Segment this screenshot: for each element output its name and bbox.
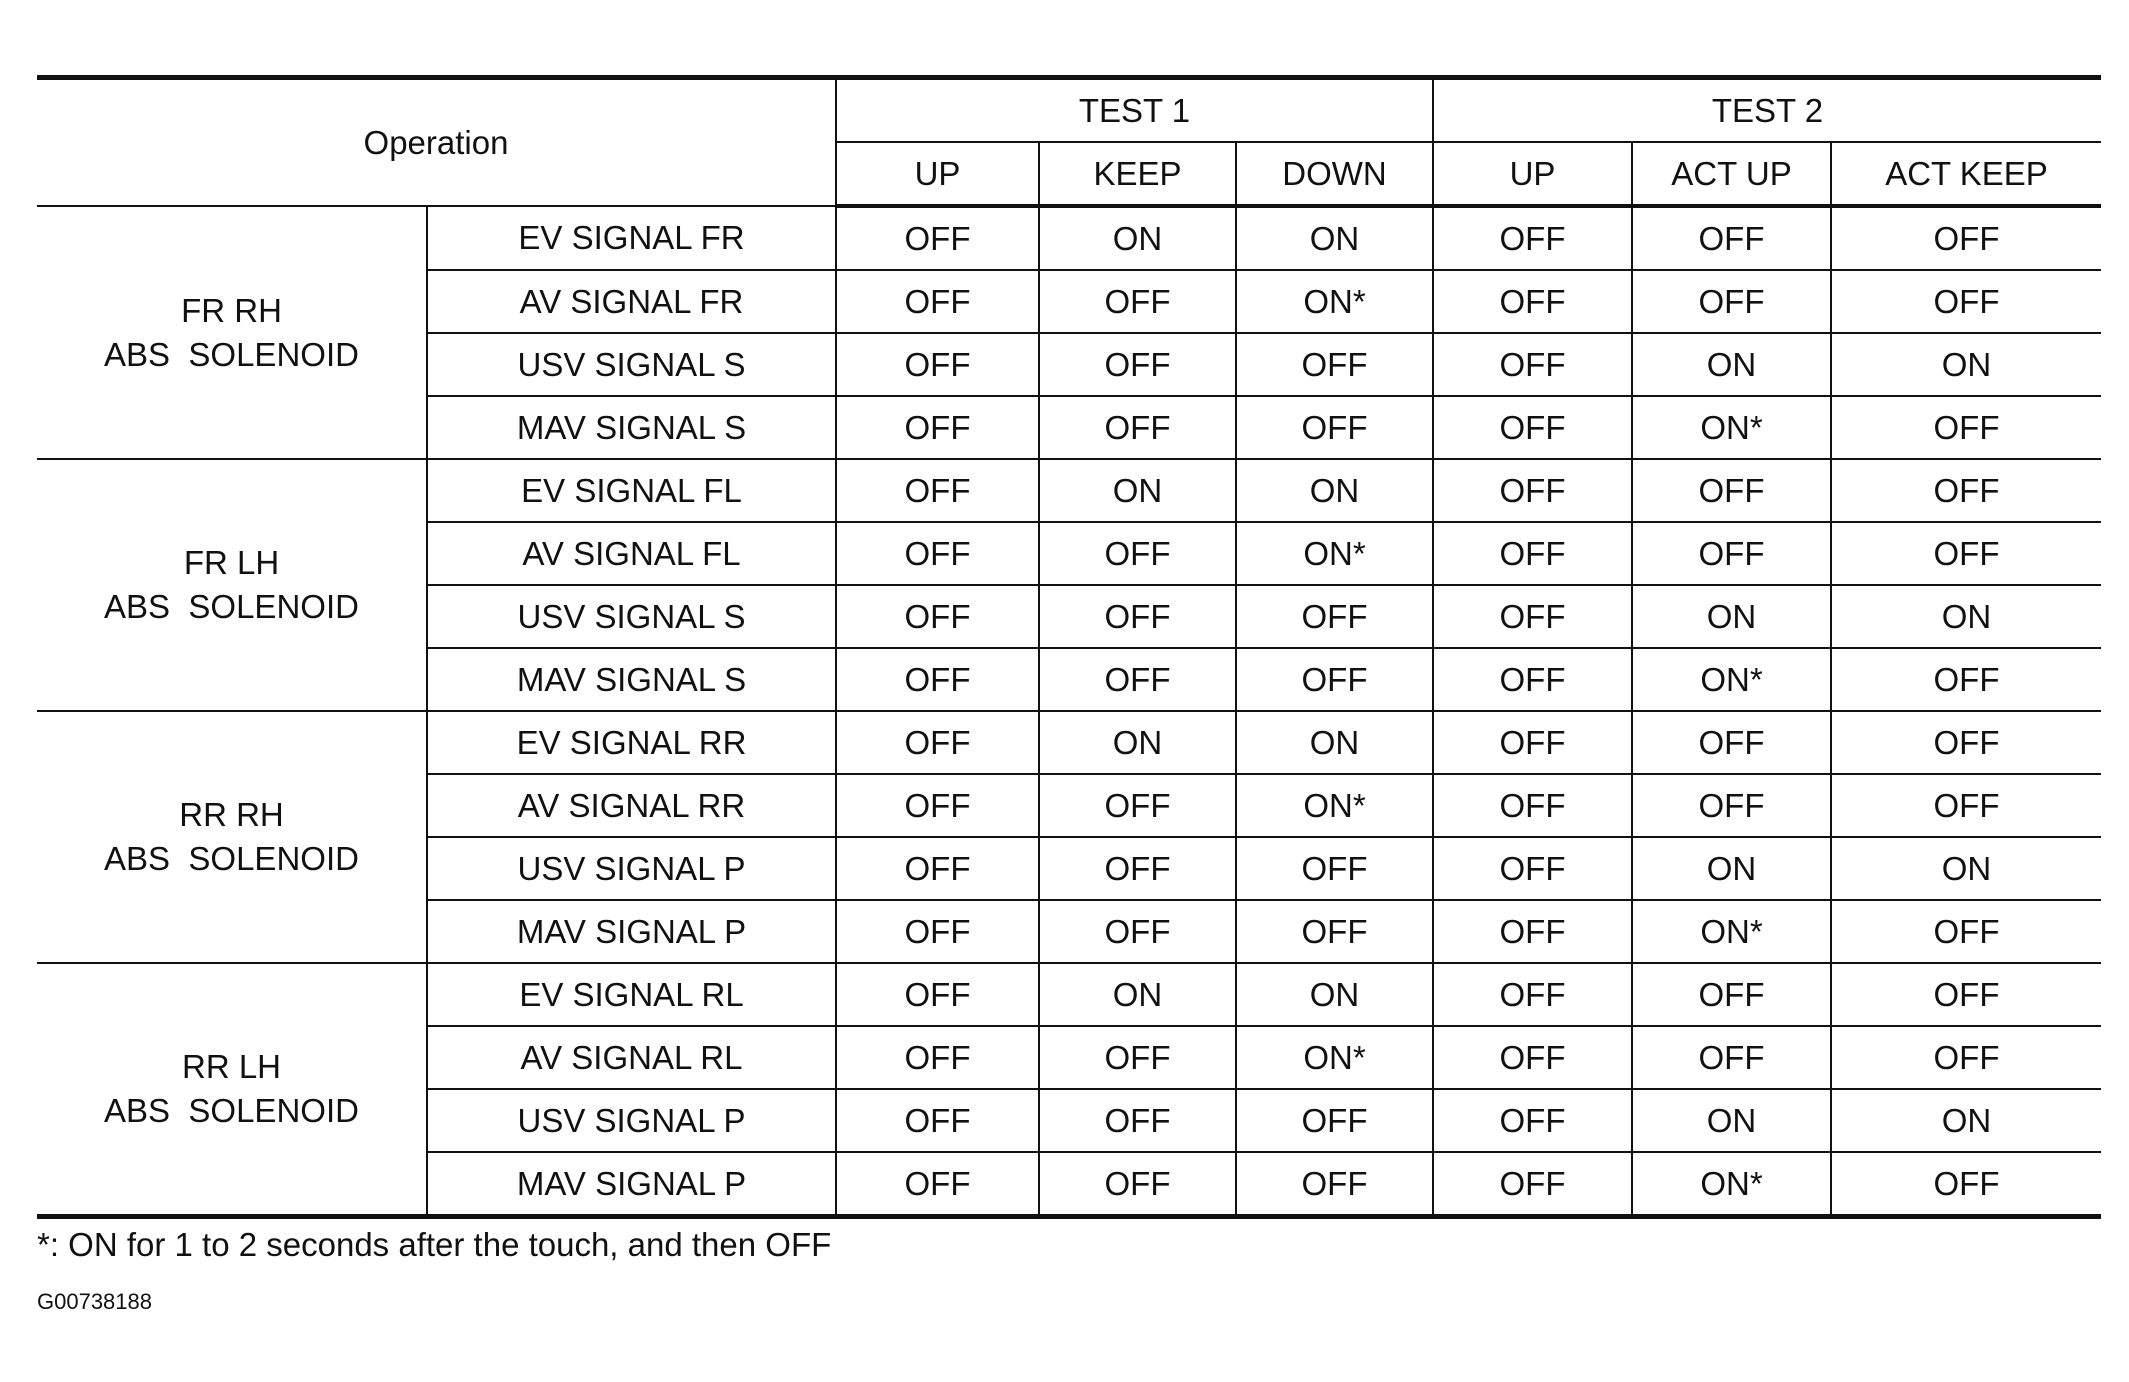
state-cell: OFF [1433, 963, 1632, 1026]
signal-name-cell: EV SIGNAL RR [427, 711, 836, 774]
signal-name-cell: MAV SIGNAL P [427, 900, 836, 963]
state-cell: OFF [1831, 774, 2101, 837]
state-cell: OFF [836, 711, 1039, 774]
state-cell: OFF [1433, 270, 1632, 333]
state-cell: OFF [1039, 270, 1236, 333]
state-cell: OFF [1632, 711, 1831, 774]
state-cell: ON [1039, 711, 1236, 774]
state-cell: OFF [1433, 711, 1632, 774]
header-row-tests [37, 78, 2101, 143]
state-cell: OFF [1236, 837, 1433, 900]
state-cell: OFF [1433, 900, 1632, 963]
state-cell: OFF [1433, 396, 1632, 459]
solenoid-group-name: FR LH [183, 544, 280, 581]
state-cell: OFF [1632, 963, 1831, 1026]
solenoid-group-name: RR LH [181, 1048, 282, 1085]
state-cell: OFF [836, 396, 1039, 459]
state-cell: OFF [1236, 648, 1433, 711]
state-cell: OFF [1831, 1152, 2101, 1217]
state-cell: ON [1039, 963, 1236, 1026]
signal-name-cell: MAV SIGNAL P [427, 1152, 836, 1217]
state-cell: OFF [1632, 1026, 1831, 1089]
state-cell: ON [1632, 585, 1831, 648]
test-1-up-header: UP [836, 142, 1039, 206]
test-2-header: TEST 2 [1433, 78, 2101, 143]
state-cell: OFF [836, 900, 1039, 963]
state-cell: ON [1039, 206, 1236, 270]
state-cell: OFF [1831, 963, 2101, 1026]
state-cell: OFF [1039, 900, 1236, 963]
state-cell: ON* [1236, 270, 1433, 333]
solenoid-group-label [37, 963, 427, 1217]
table-row [37, 963, 2101, 1026]
state-cell: OFF [1831, 459, 2101, 522]
state-cell: ON* [1632, 900, 1831, 963]
state-cell: ON [1831, 585, 2101, 648]
state-cell: ON [1236, 206, 1433, 270]
state-cell: OFF [836, 837, 1039, 900]
solenoid-operation-table [37, 75, 2101, 1219]
state-cell: OFF [1236, 333, 1433, 396]
signal-name-cell: USV SIGNAL P [427, 1089, 836, 1152]
state-cell: OFF [1039, 522, 1236, 585]
solenoid-group-label [37, 206, 427, 459]
figure-id: G00738188 [37, 1289, 152, 1314]
state-cell: OFF [1433, 522, 1632, 585]
state-cell: OFF [836, 206, 1039, 270]
table-row [37, 711, 2101, 774]
state-cell: OFF [1433, 837, 1632, 900]
test-2-up-header: UP [1433, 142, 1632, 206]
state-cell: OFF [1039, 1089, 1236, 1152]
state-cell: ON [1831, 837, 2101, 900]
state-cell: OFF [1831, 522, 2101, 585]
state-cell: OFF [836, 522, 1039, 585]
state-cell: OFF [1236, 585, 1433, 648]
state-cell: OFF [836, 963, 1039, 1026]
solenoid-group-type: ABS SOLENOID [104, 335, 359, 373]
state-cell: ON* [1236, 522, 1433, 585]
signal-name-cell: EV SIGNAL FL [427, 459, 836, 522]
solenoid-operation-table-document [37, 75, 2101, 1219]
signal-name-cell: AV SIGNAL RR [427, 774, 836, 837]
state-cell: ON [1236, 459, 1433, 522]
state-cell: OFF [1039, 1152, 1236, 1217]
state-cell: ON [1039, 459, 1236, 522]
table-row [37, 459, 2101, 522]
signal-name-cell: USV SIGNAL S [427, 333, 836, 396]
signal-name-cell: EV SIGNAL FR [427, 206, 836, 270]
state-cell: OFF [1039, 837, 1236, 900]
solenoid-group-name: RR RH [179, 796, 284, 833]
solenoid-group-label [37, 711, 427, 963]
state-cell: OFF [1039, 648, 1236, 711]
test-1-down-header: DOWN [1236, 142, 1433, 206]
state-cell: ON [1831, 333, 2101, 396]
solenoid-group-label [37, 459, 427, 711]
state-cell: OFF [1236, 1089, 1433, 1152]
footnote: *: ON for 1 to 2 seconds after the touch, and then OFF [37, 1226, 832, 1263]
solenoid-group-type: ABS SOLENOID [104, 1092, 359, 1129]
state-cell: OFF [1632, 459, 1831, 522]
state-cell: OFF [1236, 1152, 1433, 1217]
state-cell: OFF [1831, 1026, 2101, 1089]
signal-name-cell: AV SIGNAL FR [427, 270, 836, 333]
state-cell: OFF [1039, 396, 1236, 459]
state-cell: OFF [1236, 396, 1433, 459]
state-cell: OFF [1039, 1026, 1236, 1089]
state-cell: ON* [1236, 1026, 1433, 1089]
state-cell: OFF [1433, 1152, 1632, 1217]
state-cell: OFF [836, 774, 1039, 837]
state-cell: ON [1632, 1089, 1831, 1152]
state-cell: OFF [1831, 648, 2101, 711]
state-cell: ON* [1632, 1152, 1831, 1217]
state-cell: OFF [836, 1089, 1039, 1152]
state-cell: OFF [1039, 774, 1236, 837]
state-cell: OFF [836, 333, 1039, 396]
state-cell: ON [1632, 837, 1831, 900]
operation-header: Operation [37, 78, 836, 207]
table-row [37, 206, 2101, 270]
signal-name-cell: MAV SIGNAL S [427, 396, 836, 459]
state-cell: OFF [836, 459, 1039, 522]
state-cell: OFF [836, 270, 1039, 333]
signal-name-cell: USV SIGNAL S [427, 585, 836, 648]
signal-name-cell: AV SIGNAL RL [427, 1026, 836, 1089]
state-cell: OFF [1632, 522, 1831, 585]
state-cell: OFF [836, 585, 1039, 648]
state-cell: ON [1236, 711, 1433, 774]
solenoid-group-name: FR RH [181, 291, 282, 329]
solenoid-group-type: ABS SOLENOID [104, 840, 359, 877]
table-body [37, 206, 2101, 1217]
test-1-keep-header: KEEP [1039, 142, 1236, 206]
state-cell: OFF [1433, 1026, 1632, 1089]
test-2-act-keep-header: ACT KEEP [1831, 142, 2101, 206]
test-1-header: TEST 1 [836, 78, 1433, 143]
state-cell: ON* [1632, 648, 1831, 711]
state-cell: OFF [1433, 585, 1632, 648]
state-cell: OFF [836, 1026, 1039, 1089]
state-cell: OFF [1433, 459, 1632, 522]
state-cell: OFF [1831, 396, 2101, 459]
signal-name-cell: EV SIGNAL RL [427, 963, 836, 1026]
state-cell: OFF [836, 1152, 1039, 1217]
state-cell: OFF [1831, 900, 2101, 963]
test-2-act-up-header: ACT UP [1632, 142, 1831, 206]
solenoid-group-type: ABS SOLENOID [104, 588, 359, 625]
state-cell: ON [1831, 1089, 2101, 1152]
state-cell: OFF [1831, 206, 2101, 270]
state-cell: OFF [1236, 900, 1433, 963]
state-cell: OFF [1632, 270, 1831, 333]
state-cell: ON* [1632, 396, 1831, 459]
state-cell: OFF [1632, 774, 1831, 837]
state-cell: OFF [1433, 648, 1632, 711]
state-cell: ON* [1236, 774, 1433, 837]
state-cell: OFF [836, 648, 1039, 711]
state-cell: OFF [1632, 206, 1831, 270]
state-cell: OFF [1039, 585, 1236, 648]
state-cell: OFF [1831, 270, 2101, 333]
signal-name-cell: AV SIGNAL FL [427, 522, 836, 585]
state-cell: OFF [1433, 774, 1632, 837]
state-cell: OFF [1831, 711, 2101, 774]
state-cell: OFF [1039, 333, 1236, 396]
state-cell: OFF [1433, 1089, 1632, 1152]
signal-name-cell: MAV SIGNAL S [427, 648, 836, 711]
state-cell: ON [1632, 333, 1831, 396]
state-cell: OFF [1433, 333, 1632, 396]
signal-name-cell: USV SIGNAL P [427, 837, 836, 900]
state-cell: ON [1236, 963, 1433, 1026]
state-cell: OFF [1433, 206, 1632, 270]
